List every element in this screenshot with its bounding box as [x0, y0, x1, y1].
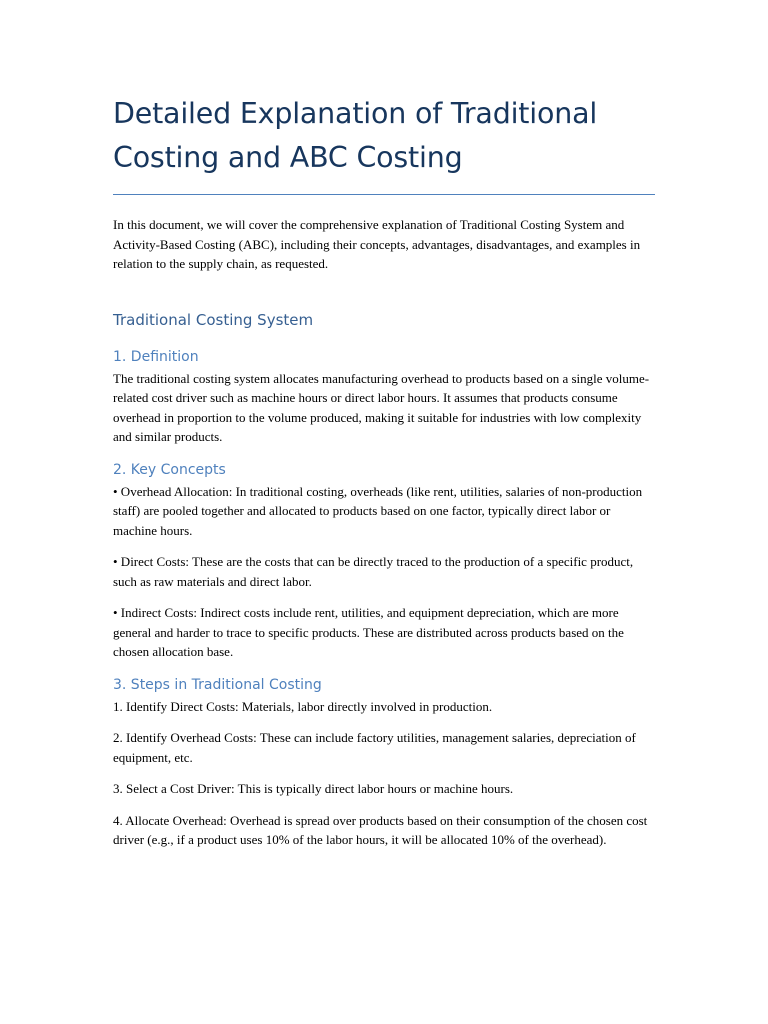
definition-paragraph: The traditional costing system allocates manufacturing overhead to products based on a single volume-related cost driver such as machine hours or direct labor hours. It assumes that products consume overhead in proportion to the volume produced, making it suitable for industries with low complexity and similar products.	[113, 370, 650, 444]
document-title: Detailed Explanation of Traditional Costing and ABC Costing	[113, 97, 598, 174]
key-concept-item: • Indirect Costs: Indirect costs include rent, utilities, and equipment depreciation, which are more general and harder to trace to specific products. These are distributed across products based on the chosen allocation base.	[113, 605, 624, 659]
step-item: 1. Identify Direct Costs: Materials, labor directly involved in production.	[113, 698, 493, 714]
key-concepts-heading: 2. Key Concepts	[113, 461, 226, 478]
key-concept-item: • Direct Costs: These are the costs that can be directly traced to the production of a specific product, such as raw materials and direct labor.	[113, 554, 634, 589]
title-divider	[113, 194, 655, 195]
step-item: 3. Select a Cost Driver: This is typically direct labor hours or machine hours.	[113, 781, 514, 796]
step-item: 4. Allocate Overhead: Overhead is spread over products based on their consumption of the chosen cost driver (e.g., if a product uses 10% of the labor hours, it will be allocated 10% of the overhead).	[113, 812, 648, 847]
key-concept-item: • Overhead Allocation: In traditional costing, overheads (like rent, utilities, salaries of non-production staff) are pooled together and allocated to products based on one factor, typically direct labor or machine hours.	[113, 483, 643, 538]
definition-heading: 1. Definition	[113, 348, 199, 365]
intro-paragraph: In this document, we will cover the comprehensive explanation of Traditional Costing System and Activity-Based Costing (ABC), including their concepts, advantages, disadvantages, and examples in relation to the supply chain, as requested.	[113, 217, 641, 271]
step-item: 2. Identify Overhead Costs: These can include factory utilities, management salaries, depreciation of equipment, etc.	[113, 730, 636, 765]
document-page	[113, 92, 655, 850]
section-heading: Traditional Costing System	[113, 310, 314, 329]
steps-heading: 3. Steps in Traditional Costing	[113, 676, 322, 693]
